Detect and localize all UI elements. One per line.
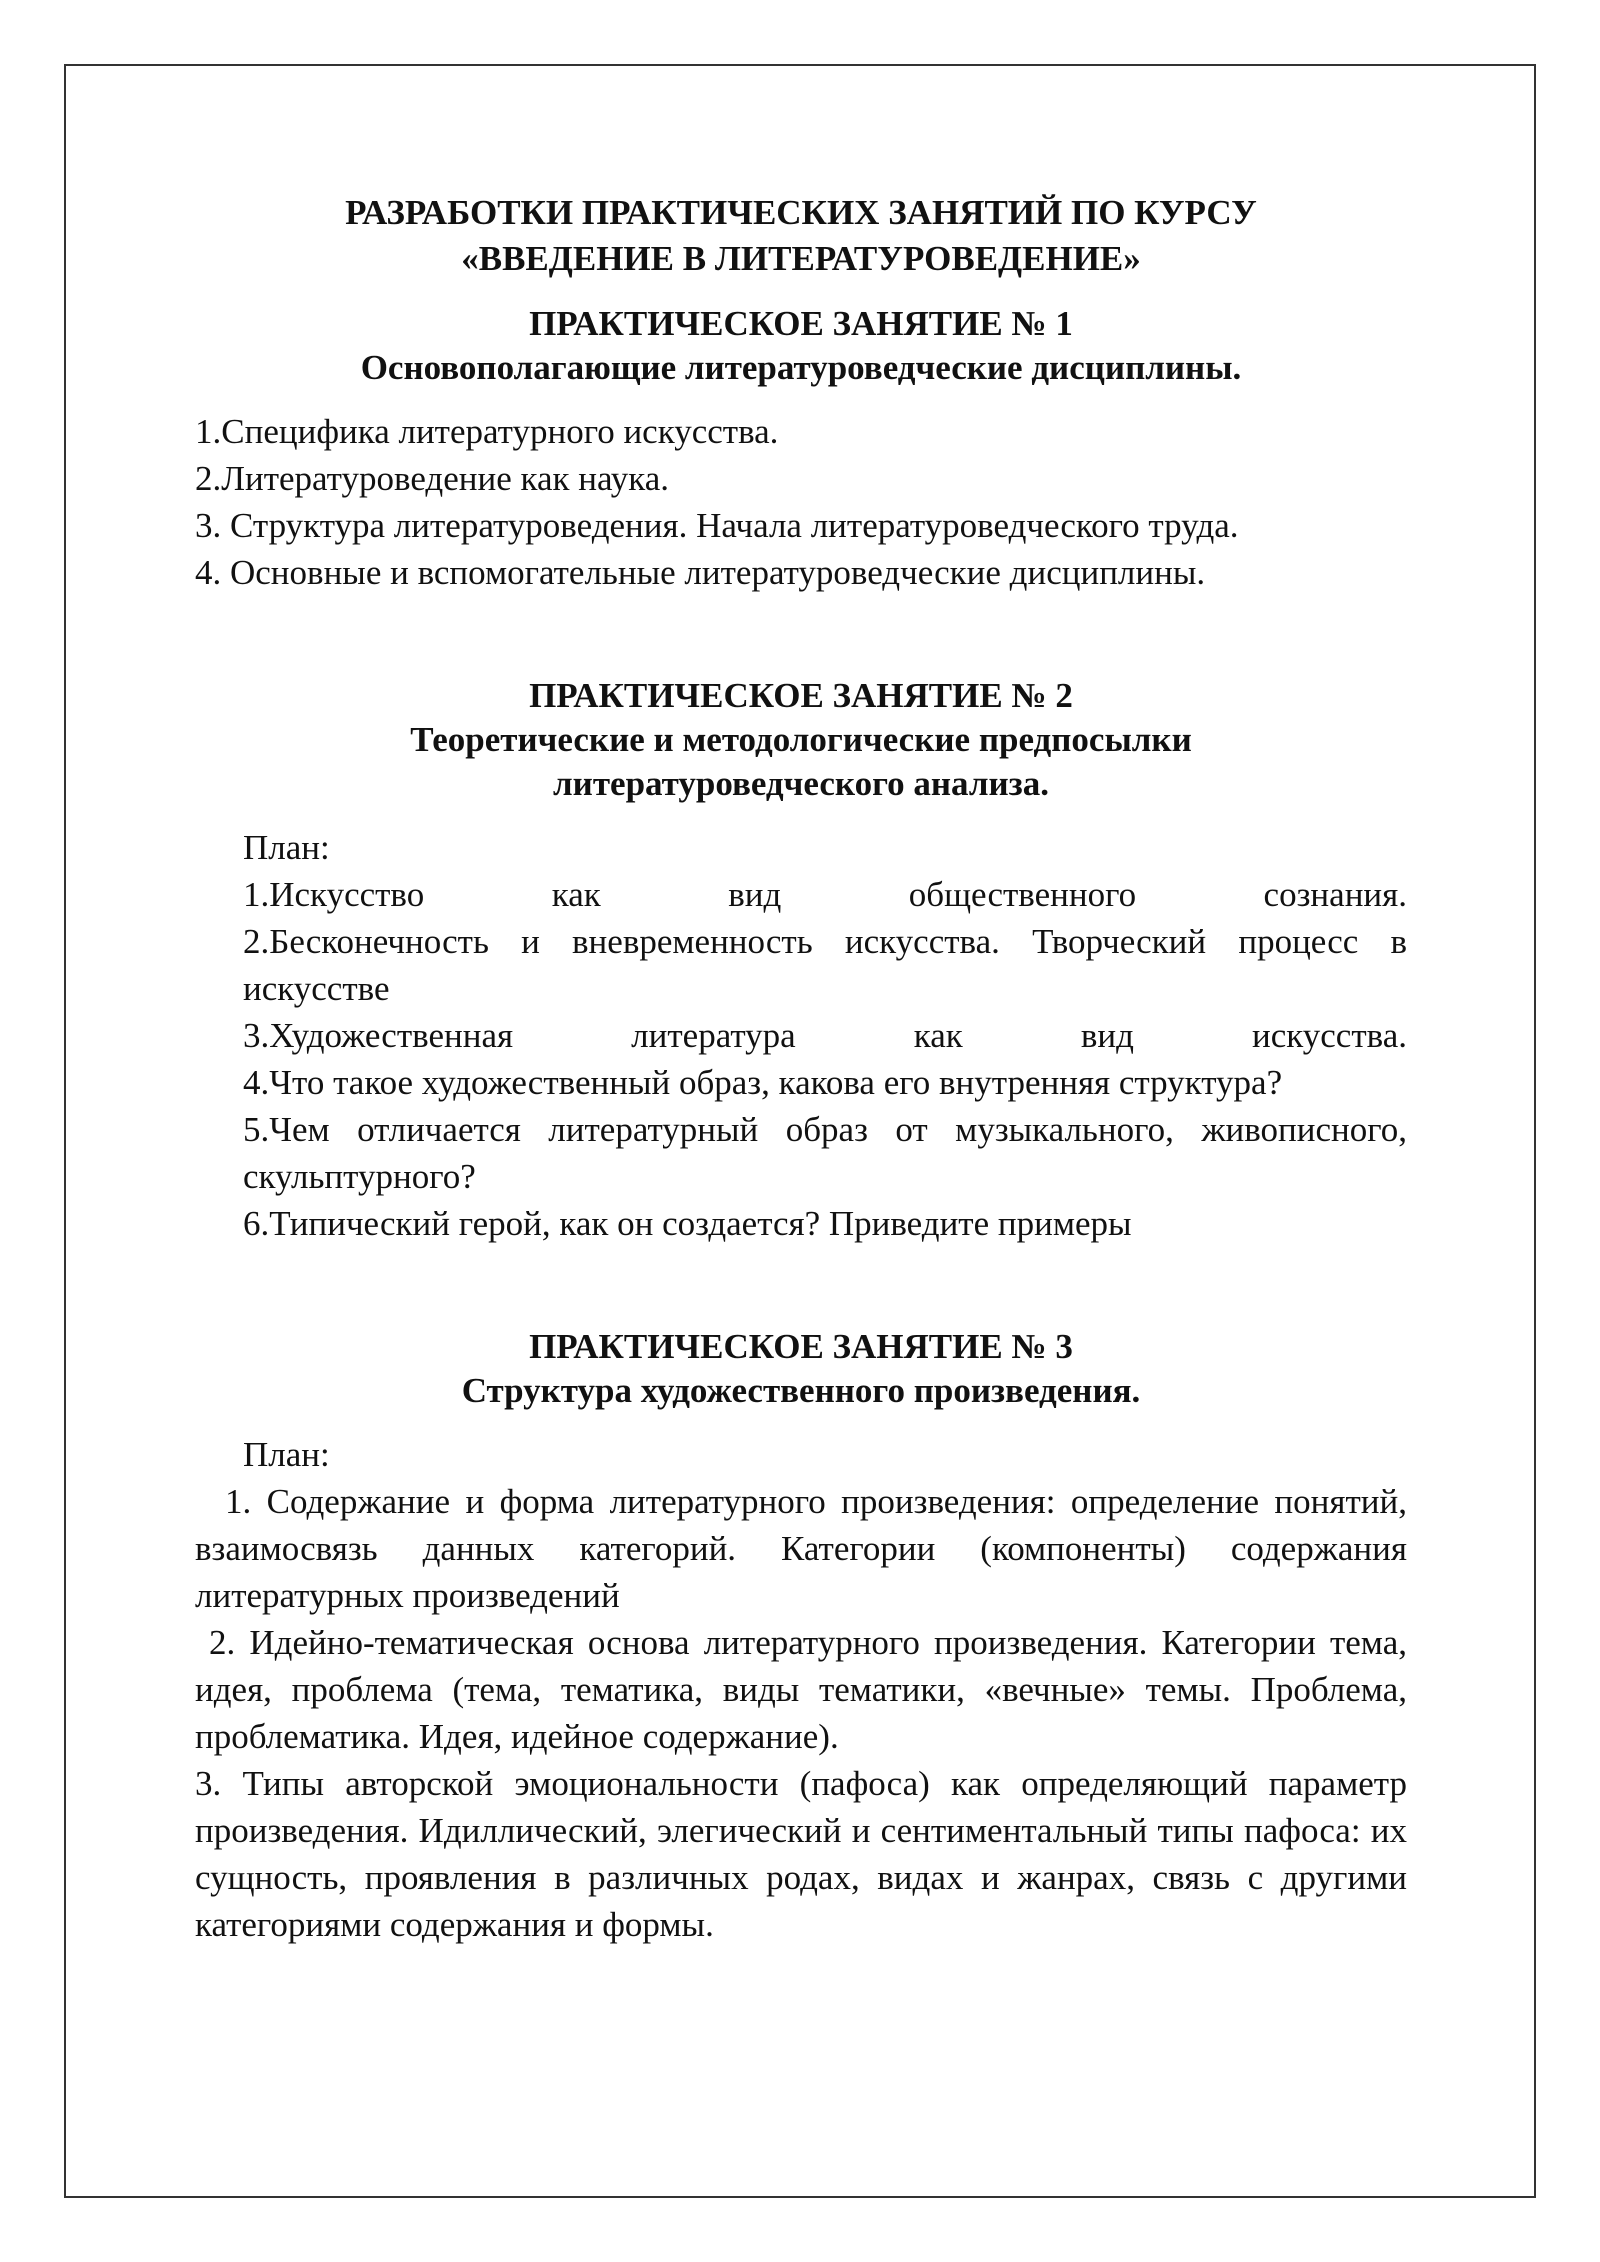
lesson-2 [195, 674, 1407, 1247]
lesson-3-topic: Структура художественного произведения. [461, 1371, 1141, 1410]
lesson-2-plan [195, 824, 1407, 1247]
lesson-2-item-6: 6.Типический герой, как он создается? Приведите примеры [243, 1204, 1132, 1243]
lesson-2-plan-label: План: [243, 828, 330, 867]
lesson-2-item-2: 2.Бесконечность и вневременность искусства. Творческий процесс в искусстве [243, 922, 1407, 1008]
lesson-3-heading: ПРАКТИЧЕСКОЕ ЗАНЯТИЕ № 3 [529, 1327, 1073, 1366]
lesson-2-item-5: 5.Чем отличается литературный образ от музыкального, живописного, скульптурного? [243, 1110, 1407, 1196]
lesson-2-topic-line-1: Теоретические и методологические предпосылки [410, 720, 1192, 759]
lesson-1-item-3: 3. Структура литературоведения. Начала литературоведческого труда. [195, 506, 1239, 545]
lesson-1 [195, 302, 1407, 596]
lesson-2-item-3: 3.Художественная литература как вид искусства. [243, 1016, 1407, 1055]
document-body [195, 190, 1407, 1948]
lesson-1-heading: ПРАКТИЧЕСКОЕ ЗАНЯТИЕ № 1 [529, 304, 1073, 343]
lesson-1-topic: Основополагающие литературоведческие дисциплины. [360, 348, 1242, 387]
lesson-3-item-3: 3. Типы авторской эмоциональности (пафоса) как определяющий параметр произведения. Идиллический, элегический и сентиментальный типы пафоса: их сущность, проявления в различных родах, видах и жанрах, связь с другими категориями содержания и формы. [195, 1764, 1407, 1944]
lesson-3-item-2: 2. Идейно-тематическая основа литературного произведения. Категории тема, идея, проблема (тема, тематика, виды тематики, «вечные» темы. Проблема, проблематика. Идея, идейное содержание). [195, 1623, 1407, 1756]
document-title-line-1: РАЗРАБОТКИ ПРАКТИЧЕСКИХ ЗАНЯТИЙ ПО КУРСУ [345, 193, 1257, 232]
lesson-1-item-1: 1.Специфика литературного искусства. [195, 412, 779, 451]
lesson-3-item-1: 1. Содержание и форма литературного произведения: определение понятий, взаимосвязь данных категорий. Категории (компоненты) содержания литературных произведений [195, 1482, 1407, 1615]
lesson-2-item-1: 1.Искусство как вид общественного сознания. [243, 875, 1407, 914]
lesson-1-item-4: 4. Основные и вспомогательные литературоведческие дисциплины. [195, 553, 1206, 592]
document-title [195, 190, 1407, 282]
lesson-2-heading: ПРАКТИЧЕСКОЕ ЗАНЯТИЕ № 2 [529, 676, 1073, 715]
lesson-1-items [195, 408, 1407, 596]
lesson-2-item-4: 4.Что такое художественный образ, какова его внутренняя структура? [243, 1063, 1283, 1102]
lesson-3-plan [195, 1431, 1407, 1948]
lesson-3 [195, 1325, 1407, 1948]
lesson-1-item-2: 2.Литературоведение как наука. [195, 459, 670, 498]
lesson-2-topic-line-2: литературоведческого анализа. [553, 764, 1049, 803]
lesson-2-items [195, 871, 1407, 1247]
document-title-line-2: «ВВЕДЕНИЕ В ЛИТЕРАТУРОВЕДЕНИЕ» [461, 239, 1141, 278]
lesson-3-plan-label: План: [243, 1435, 330, 1474]
